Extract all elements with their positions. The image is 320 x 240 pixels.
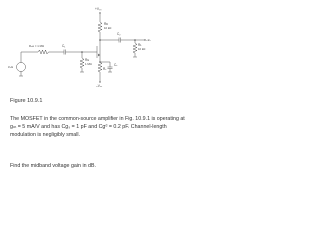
c2-label: C₂	[117, 32, 121, 36]
c1-label: C₁	[62, 44, 66, 48]
rd-value: 10 kΩ	[104, 26, 112, 30]
rg-value: 1 MΩ	[85, 62, 92, 66]
figure-caption: Figure 10.9.1	[10, 98, 43, 104]
vss-label: –Vₛₛ	[96, 84, 103, 88]
rl-resistor	[133, 43, 137, 53]
vdd-label: +V₀₀	[95, 7, 102, 11]
vo-label: –vₒ	[146, 38, 151, 42]
rl-label: Rʟ	[138, 43, 142, 47]
vsig-source	[17, 63, 26, 72]
rd-resistor	[98, 22, 102, 32]
rg-label: Rɢ	[85, 58, 90, 62]
problem-question: Find the midband voltage gain in dB.	[10, 163, 96, 169]
rl-value: 10 kΩ	[138, 47, 146, 51]
rs-resistor	[98, 62, 102, 72]
vsig-label: vₛᵢɢ	[8, 65, 14, 69]
rs-label: Rₛ	[103, 67, 107, 71]
rd-label: Rᴅ	[104, 22, 109, 26]
rsig-label: Rₛᵢɢ = 1 MΩ	[29, 44, 45, 48]
common-source-amplifier-schematic	[0, 0, 200, 96]
cs-label: Cₛ	[114, 63, 118, 67]
problem-statement: The MOSFET in the common-source amplifier in Fig. 10.9.1 is operating at gₘ = 5 mA/V and has Cɡₛ = 1 pF and Cɡᵈ = 0.2 pF. Channel-length modulation is negligibly small.	[10, 116, 185, 139]
rsig-resistor	[38, 50, 49, 54]
rg-resistor	[80, 58, 84, 68]
